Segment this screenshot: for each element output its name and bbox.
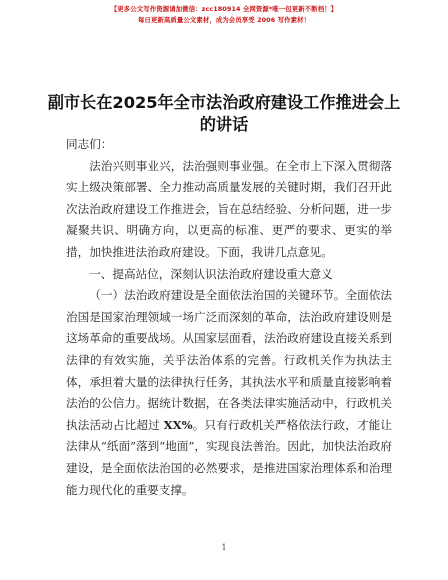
document-title: 副市长在2025年全市法治政府建设工作推进会上的讲话 [47,93,401,134]
section-heading-1: 一、提高站位，深刻认识法治政府建设重大意义 [89,266,333,281]
paragraph-text-part: 。只有行政机关严格依法行政，才能让法律从“纸面”落到“地面”，实现良法善治。因此，加快法治政府建设，是全面依法治国的必然要求，是推进国家治理体系和治理能力现代化的重要支撑。 [66,417,392,497]
paragraph-text-part: （一）法治政府建设是全面依法治国的关键环节。全面依法治国是国家治理领域一场广泛而深刻的革命，法治政府建设则是这场革命的重要战场。从国家层面看，法治政府建设直接关系到法律的有效实施，关乎法治体系的完善。行政机关作为执法主体，承担着大量的法律执行任务，其执法水平和质量直接影响着法治的公信力。据统计数据，在各类法律实施活动中，行政机关执法活动占比超过 [66,288,392,432]
paragraph-intro: 法治兴则事业兴，法治强则事业强。在全市上下深入贯彻落实上级决策部署、全力推动高质量发展的关键时期，我们召开此次法治政府建设工作推进会，旨在总结经验、分析问题，进一步凝聚共识、明确方向，以更高的标准、更严的要求、更实的举措，加快推进法治政府建设。下面，我讲几点意见。 [66,158,392,259]
greeting: 同志们： [66,137,113,151]
paragraph-section-1-1 [66,285,392,501]
header-banner [0,4,448,26]
banner-line-2: 每日更新高质量公文素材，成为会员享受 2006 写作素材！ [137,16,311,24]
page-number: 1 [221,543,227,552]
statistic-placeholder: XX% [163,417,193,432]
document-body [66,134,392,501]
banner-line-1: 【更多公文写作资源请加微信：zcc180914 全网资源*唯一包更新不断档！】 [110,5,338,13]
